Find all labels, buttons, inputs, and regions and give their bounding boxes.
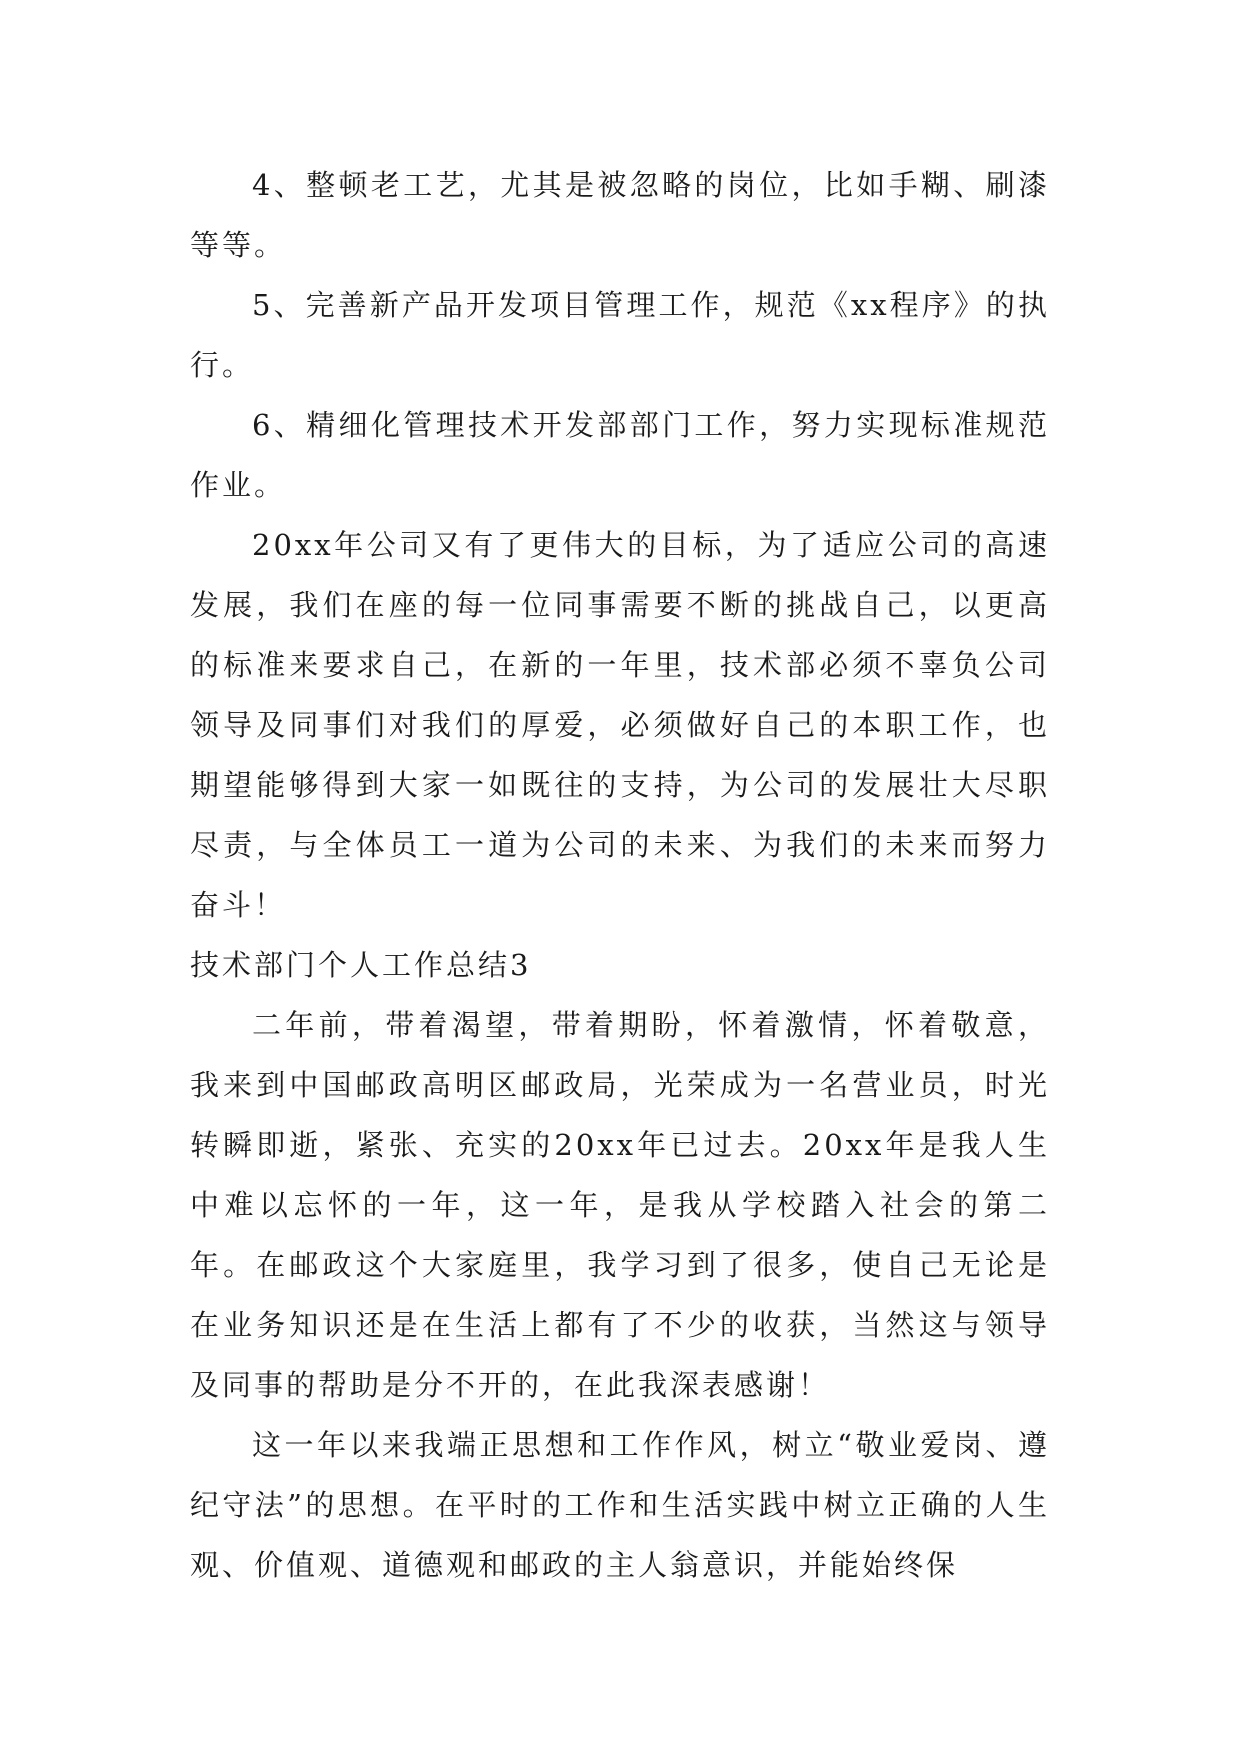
document-page: [190, 155, 1050, 1595]
list-item-4: 4、整顿老工艺，尤其是被忽略的岗位，比如手糊、刷漆等等。: [190, 168, 1050, 262]
list-item-5: 5、完善新产品开发项目管理工作，规范《xx程序》的执行。: [190, 288, 1050, 382]
body-paragraph-2: 这一年以来我端正思想和工作作风，树立“敬业爱岗、遵纪守法”的思想。在平时的工作和生活实践中树立正确的人生观、价值观、道德观和邮政的主人翁意识，并能始终保: [190, 1428, 1050, 1582]
closing-paragraph: 20xx年公司又有了更伟大的目标，为了适应公司的高速发展，我们在座的每一位同事需要不断的挑战自己，以更高的标准来要求自己，在新的一年里，技术部必须不辜负公司领导及同事们对我们的厚爱，必须做好自己的本职工作，也期望能够得到大家一如既往的支持，为公司的发展壮大尽职尽责，与全体员工一道为公司的未来、为我们的未来而努力奋斗！: [190, 528, 1050, 922]
body-paragraph-1: 二年前，带着渴望，带着期盼，怀着激情，怀着敬意，我来到中国邮政高明区邮政局，光荣成为一名营业员，时光转瞬即逝，紧张、充实的20xx年已过去。20xx年是我人生中难以忘怀的一年，这一年，是我从学校踏入社会的第二年。在邮政这个大家庭里，我学习到了很多，使自己无论是在业务知识还是在生活上都有了不少的收获，当然这与领导及同事的帮助是分不开的，在此我深表感谢！: [190, 1008, 1050, 1402]
section-heading: 技术部门个人工作总结3: [190, 948, 532, 982]
list-item-6: 6、精细化管理技术开发部部门工作，努力实现标准规范作业。: [190, 408, 1050, 502]
